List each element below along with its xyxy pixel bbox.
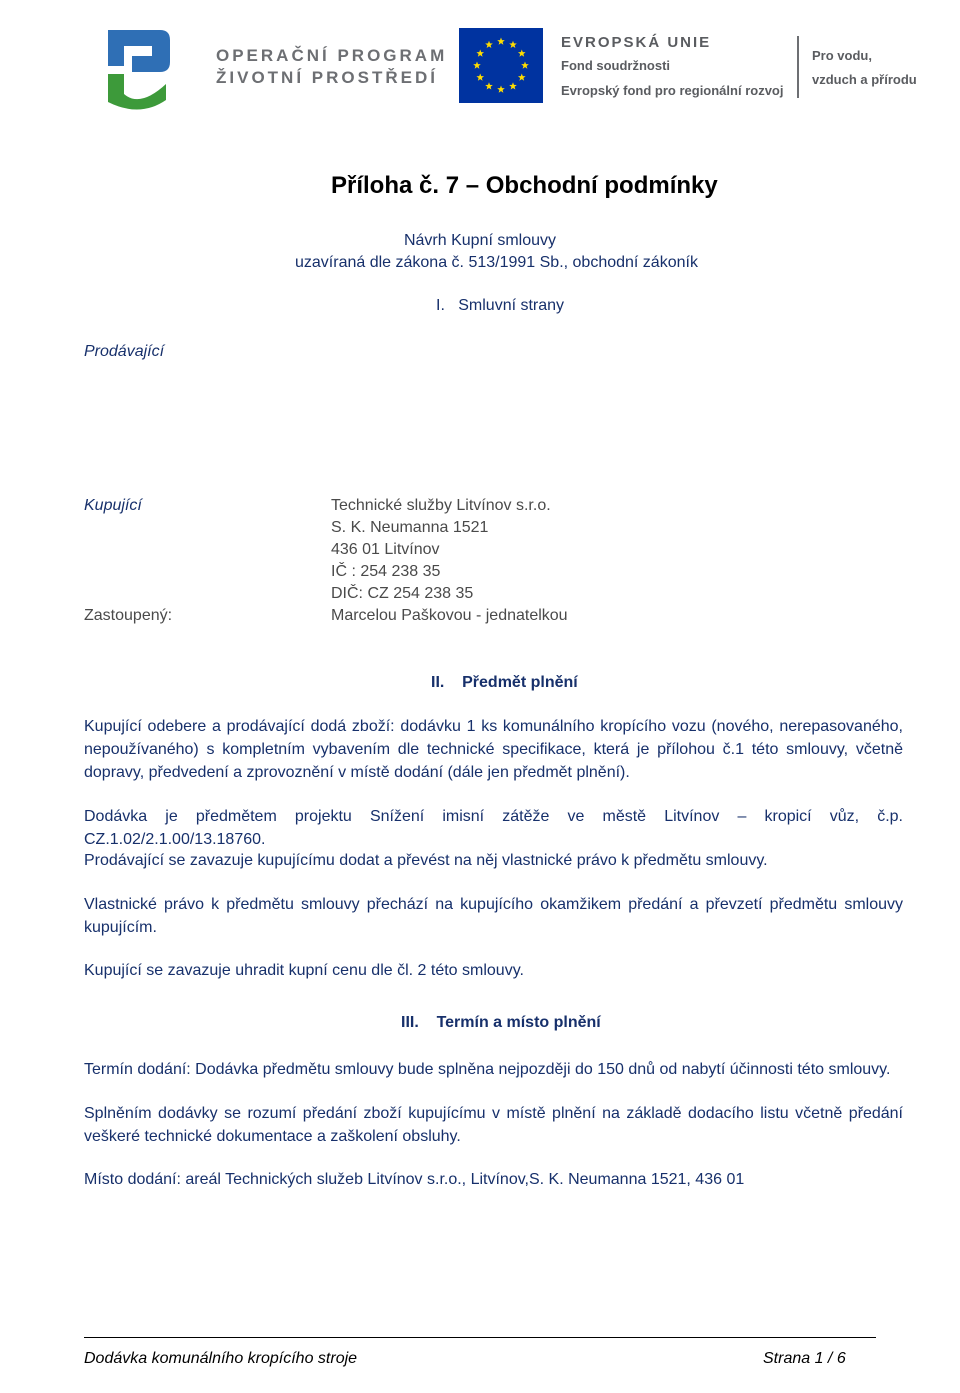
eu-fund2: Evropský fond pro regionální rozvoj — [561, 83, 784, 98]
op-zp-logo-icon — [100, 22, 174, 110]
buyer-city: 436 01 Litvínov — [331, 541, 440, 558]
op-line2: ŽIVOTNÍ PROSTŘEDÍ — [216, 68, 438, 87]
eu-title: EVROPSKÁ UNIE — [561, 34, 712, 51]
paragraph-fulfillment: Splněním dodávky se rozumí předání zboží kupujícímu v místě plnění na základě dodacího listu včetně předání veškeré technické dokumentace a zaškolení obsluhy. — [84, 1105, 903, 1145]
section3-number: III. — [401, 1014, 419, 1031]
subtitle1-row — [0, 232, 960, 250]
section1-title: Smluvní strany — [458, 297, 565, 314]
eu-flag-icon — [459, 28, 543, 103]
header-divider — [797, 36, 799, 98]
section3-heading — [401, 1014, 601, 1032]
represented-label: Zastoupený: — [84, 607, 173, 624]
paragraph-transfer: Prodávající se zavazuje kupujícímu dodat a převést na něj vlastnické právo k předmětu smlouvy. — [84, 852, 768, 869]
header-logos — [0, 0, 960, 120]
paragraph-delivery-place: Místo dodání: areál Technických služeb Litvínov s.r.o., Litvínov,S. K. Neumanna 1521, 436 01 — [84, 1171, 745, 1188]
paragraph-price: Kupující se zavazuje uhradit kupní cenu dle čl. 2 této smlouvy. — [84, 962, 524, 979]
paragraph-project: Dodávka je předmětem projektu Snížení imisní zátěže ve městě Litvínov – kropicí vůz, č.p. CZ.1.02/2.1.00/13.18760. — [84, 808, 903, 848]
section3-title: Termín a místo plnění — [436, 1014, 601, 1031]
motto-line2: vzduch a přírodu — [812, 72, 917, 87]
section1-heading — [436, 297, 564, 315]
buyer-street: S. K. Neumanna 1521 — [331, 519, 489, 536]
eu-fund1: Fond soudržnosti — [561, 58, 671, 73]
subtitle2: uzavíraná dle zákona č. 513/1991 Sb., obchodní zákoník — [295, 254, 698, 271]
paragraph-delivery-term: Termín dodání: Dodávka předmětu smlouvy bude splněna nejpozději do 150 dnů od nabytí účinnosti této smlouvy. — [84, 1061, 891, 1078]
footer-rule — [84, 1337, 876, 1338]
section2-heading — [431, 674, 578, 692]
section1-number: I. — [436, 297, 445, 314]
buyer-ic: IČ : 254 238 35 — [331, 563, 441, 580]
section2-title: Předmět plnění — [462, 674, 578, 691]
seller-label: Prodávající — [84, 343, 165, 360]
paragraph-ownership: Vlastnické právo k předmětu smlouvy přechází na kupujícího okamžikem předání a převzetí předmětu smlouvy kupujícím. — [84, 896, 903, 936]
footer-left: Dodávka komunálního kropícího stroje — [84, 1350, 358, 1367]
op-line1: OPERAČNÍ PROGRAM — [216, 46, 448, 65]
buyer-representative: Marcelou Paškovou - jednatelkou — [331, 607, 568, 624]
buyer-label: Kupující — [84, 497, 142, 514]
section2-number: II. — [431, 674, 445, 691]
buyer-name: Technické služby Litvínov s.r.o. — [331, 497, 551, 514]
subtitle1: Návrh Kupní smlouvy — [403, 232, 557, 249]
footer-page-number: Strana 1 / 6 — [763, 1350, 846, 1367]
paragraph-subject: Kupující odebere a prodávající dodá zboží: dodávku 1 ks komunálního kropícího vozu (nového, nerepasovaného, nepoužívaného) s kompletním vybavením dle technické specifikace, která je přílohou č.1 této smlouvy, včetně dopravy, předvedení a zprovoznění v místě dodání (dále jen předmět plnění). — [84, 718, 903, 781]
motto-line1: Pro vodu, — [812, 48, 872, 63]
document-title: Příloha č. 7 – Obchodní podmínky — [331, 172, 718, 199]
buyer-dic: DIČ: CZ 254 238 35 — [331, 585, 474, 602]
